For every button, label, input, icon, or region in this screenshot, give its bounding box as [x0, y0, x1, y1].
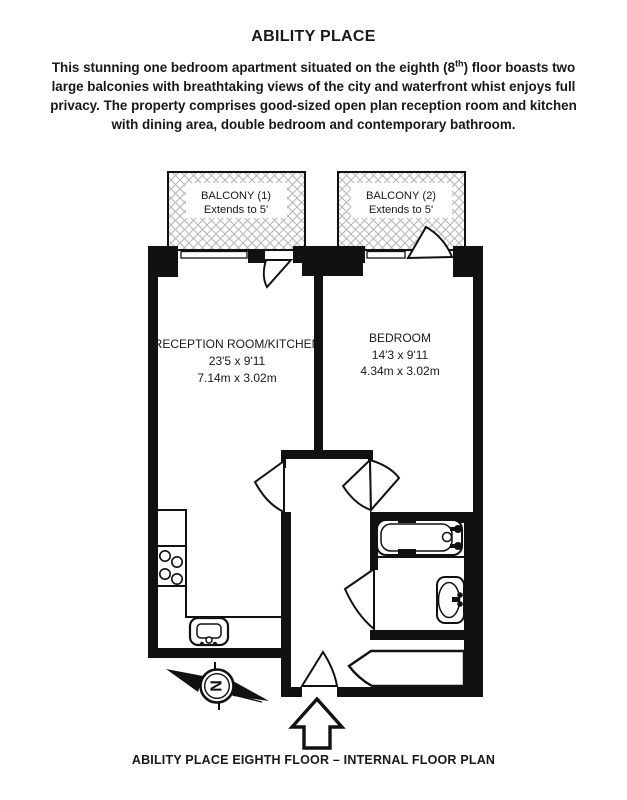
door-leaf-inner-hall — [349, 651, 464, 686]
reception-dims-imperial: 23'5 x 9'11 — [208, 354, 266, 368]
wash-basin-icon — [437, 577, 464, 623]
intro-line-1-pre: This stunning one bedroom apartment situated on the eighth (8 — [51, 60, 456, 75]
compass-n-label: N — [208, 680, 226, 692]
reception-dims-metric: 7.14m x 3.02m — [197, 371, 277, 385]
window-bedroom — [367, 252, 405, 259]
reception-label: RECEPTION ROOM/KITCHEN — [153, 337, 321, 351]
door-swing-bedroom-a — [343, 460, 371, 510]
door-swing-balcony-1 — [264, 260, 291, 287]
kitchen — [157, 510, 281, 646]
north-compass-icon — [166, 662, 269, 710]
bathroom — [377, 517, 464, 623]
balcony-2-label: BALCONY (2) — [365, 190, 437, 202]
intro-line-4: with dining area, double bedroom and contemporary bathroom. — [111, 117, 516, 132]
window-reception — [181, 252, 247, 259]
balcony-1 — [168, 172, 305, 250]
kitchen-sink-icon — [190, 618, 228, 646]
plan-caption: ABILITY PLACE EIGHTH FLOOR – INTERNAL FLOOR PLAN — [131, 753, 496, 767]
balcony-2-note: Extends to 5' — [368, 204, 434, 216]
balcony-2 — [338, 172, 465, 250]
page-title: ABILITY PLACE — [251, 28, 376, 45]
hob-icon — [157, 546, 186, 586]
intro-line-2: large balconies with breathtaking views of the city and waterfront whist enjoys full — [51, 79, 576, 94]
intro-line-1-post: ) floor boasts two — [463, 60, 576, 75]
entrance-arrow-icon — [292, 699, 342, 748]
balcony-1-label: BALCONY (1) — [200, 190, 272, 202]
room-labels — [154, 331, 440, 385]
bedroom-label: BEDROOM — [368, 331, 432, 345]
door-swing-reception — [255, 461, 284, 512]
door-swing-bedroom-b — [370, 460, 399, 510]
balcony-1-note: Extends to 5' — [203, 204, 269, 216]
intro-line-1-sup: th — [455, 58, 464, 69]
door-swing-bathroom — [345, 569, 374, 629]
intro-line-3: privacy. The property comprises good-sized open plan reception room and kitchen — [50, 98, 577, 113]
bedroom-dims-imperial: 14'3 x 9'11 — [371, 348, 429, 362]
door-swing-entrance — [302, 652, 337, 686]
bedroom-dims-metric: 4.34m x 3.02m — [360, 364, 440, 378]
bathtub-icon — [377, 517, 462, 555]
